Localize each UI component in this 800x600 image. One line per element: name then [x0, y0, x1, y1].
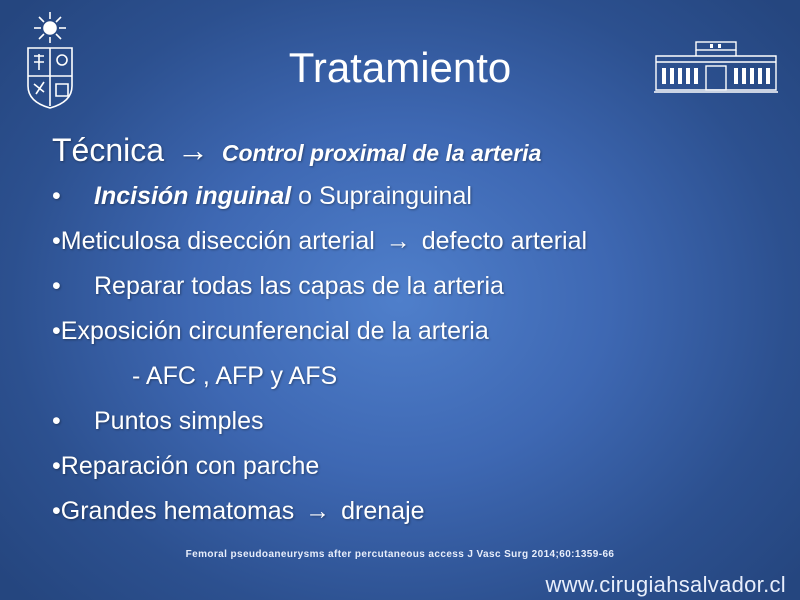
- bullet-icon: •: [52, 227, 61, 255]
- list-item-text: Exposición circunferencial de la arteria: [60, 317, 489, 345]
- list-item: [52, 489, 782, 534]
- list-item: [52, 309, 782, 354]
- list-item: [52, 354, 782, 399]
- list-item-text: Reparar todas las capas de la arteria: [94, 272, 504, 300]
- list-item-text: o Suprainguinal: [291, 182, 472, 210]
- technique-label: Técnica: [52, 132, 165, 168]
- website-url: www.cirugiahsalvador.cl: [545, 572, 786, 597]
- list-item-text-2: drenaje: [341, 497, 425, 525]
- list-item-emphasis: Incisión inguinal: [94, 182, 292, 210]
- list-item: [52, 444, 782, 489]
- slide-title: Tratamiento: [288, 44, 512, 91]
- bullet-icon: •: [52, 317, 61, 345]
- list-item-text: Grandes hematomas: [60, 497, 295, 525]
- list-item-text-2: defecto arterial: [421, 227, 588, 255]
- technique-text: Control proximal de la arteria: [221, 140, 542, 166]
- technique-line: [52, 126, 782, 174]
- arrow-right-icon: →: [176, 132, 209, 168]
- list-item: [52, 399, 782, 444]
- arrow-right-icon: →: [305, 497, 331, 525]
- list-item-text: Puntos simples: [94, 407, 264, 435]
- slide-body: [52, 126, 782, 534]
- list-item-text: Meticulosa disección arterial: [60, 227, 375, 255]
- list-item-text: Reparación con parche: [60, 452, 320, 480]
- reference-citation: Femoral pseudoaneurysms after percutaneous access J Vasc Surg 2014;60:1359-66: [185, 549, 615, 560]
- list-item: [52, 219, 782, 264]
- list-item: [52, 264, 782, 309]
- bullet-icon: •: [52, 452, 61, 480]
- list-item-text: - AFC , AFP y AFS: [132, 362, 338, 390]
- list-item: [52, 174, 782, 219]
- bullet-icon: •: [52, 182, 61, 210]
- bullet-icon: •: [52, 497, 61, 525]
- bullet-icon: •: [52, 272, 61, 300]
- arrow-right-icon: →: [385, 227, 411, 255]
- bullet-icon: •: [52, 407, 61, 435]
